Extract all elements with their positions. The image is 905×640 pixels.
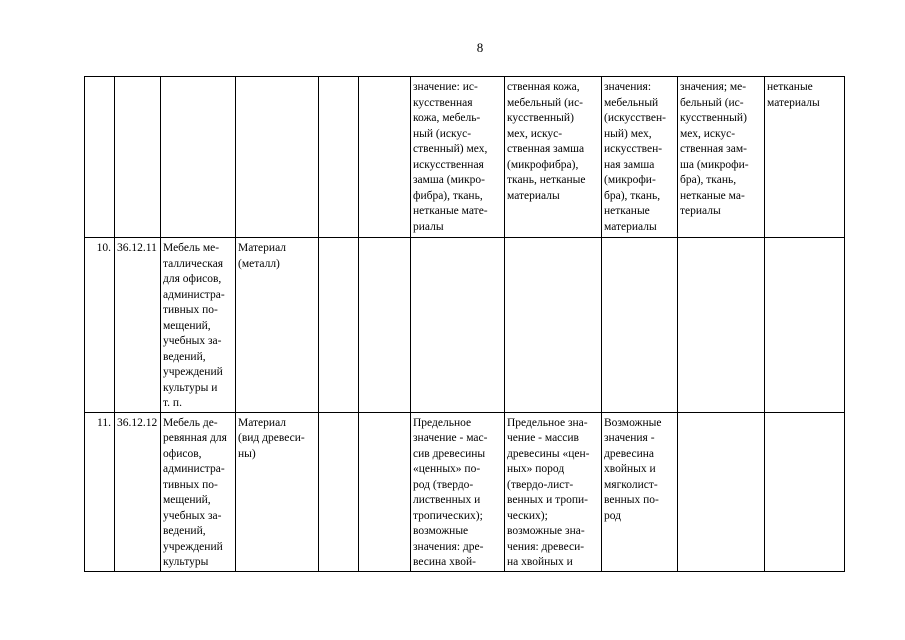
row-number-cell: 11.	[85, 412, 115, 571]
value-cell	[678, 238, 765, 413]
okpd-code-cell	[115, 77, 161, 238]
characteristic-cell: Материал (металл)	[236, 238, 319, 413]
table-row	[85, 238, 845, 413]
value-cell: значение: ис- кусственная кожа, мебель- ный (искус- ственный) мех, искусственная замша (микро- фибра), ткань, нетканые мате- риалы	[411, 77, 505, 238]
unit-name-cell	[359, 412, 411, 571]
unit-name-cell	[359, 77, 411, 238]
value-cell: Предельное зна- чение - массив древесины «цен- ных» пород (твердо-лист- венных и тропи- ческих); возможные зна- чения: древеси- на хвойных и	[505, 412, 602, 571]
value-cell: значения; ме- бельный (ис- кусственный) мех, искус- ственная зам- ша (микрофи- бра), ткань, нетканые ма- териалы	[678, 77, 765, 238]
item-name-cell: Мебель ме- таллическая для офисов, администра- тивных по- мещений, учебных за- ведений, учреждений культуры и т. п.	[161, 238, 236, 413]
value-cell	[765, 412, 845, 571]
value-cell: Возможные значения - древесина хвойных и мягколист- венных по- род	[602, 412, 678, 571]
row-number-cell: 10.	[85, 238, 115, 413]
unit-code-cell	[319, 238, 359, 413]
unit-code-cell	[319, 412, 359, 571]
item-name-cell	[161, 77, 236, 238]
value-cell	[505, 238, 602, 413]
table-row	[85, 412, 845, 571]
page-number: 8	[476, 40, 484, 55]
value-cell	[602, 238, 678, 413]
table-row	[85, 77, 845, 238]
characteristic-cell: Материал (вид древеси- ны)	[236, 412, 319, 571]
value-cell	[678, 412, 765, 571]
characteristic-cell	[236, 77, 319, 238]
item-name-cell: Мебель де- ревянная для офисов, администра- тивных по- мещений, учебных за- ведений, учреждений культуры	[161, 412, 236, 571]
row-number-cell	[85, 77, 115, 238]
unit-name-cell	[359, 238, 411, 413]
unit-code-cell	[319, 77, 359, 238]
okpd-code-cell: 36.12.11	[115, 238, 161, 413]
okpd-code-cell: 36.12.12	[115, 412, 161, 571]
value-cell: ственная кожа, мебельный (ис- кусственный) мех, искус- ственная замша (микрофибра), ткань, нетканые материалы	[505, 77, 602, 238]
value-cell: значения: мебельный (искусствен- ный) мех, искусствен- ная замша (микрофи- бра), ткань, нетканые материалы	[602, 77, 678, 238]
value-cell	[411, 238, 505, 413]
value-cell: нетканые материалы	[765, 77, 845, 238]
value-cell: Предельное значение - мас- сив древесины «ценных» по- род (твердо- лиственных и тропических); возможные значения: дре- весина хвой-	[411, 412, 505, 571]
requirements-table	[84, 76, 845, 572]
value-cell	[765, 238, 845, 413]
